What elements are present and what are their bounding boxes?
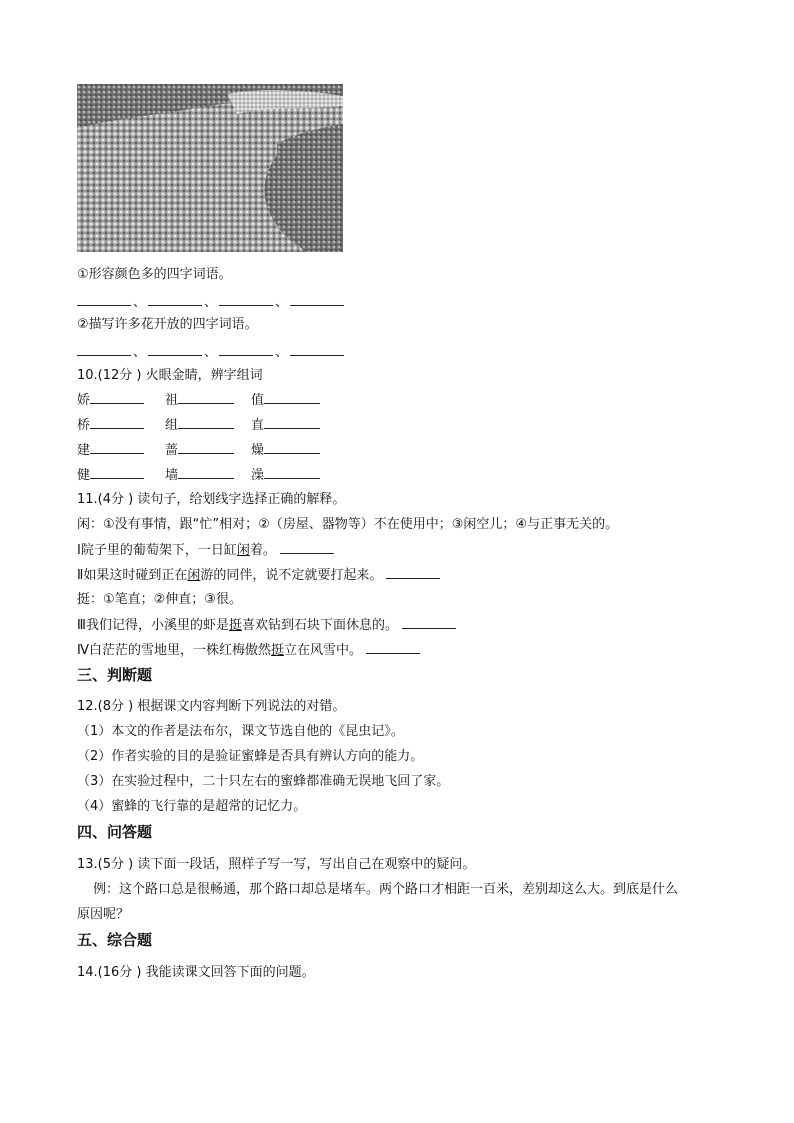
- separator: 、: [204, 295, 218, 310]
- separator: 、: [133, 345, 147, 360]
- answer-blank[interactable]: [290, 293, 344, 306]
- q12-item: （1）本文的作者是法布尔，课文节选自他的《昆虫记》。: [77, 724, 404, 739]
- q12-item: （4）蜜蜂的飞行靠的是超常的记忆力。: [77, 799, 307, 814]
- section-heading-comprehensive: 五、综合题: [77, 931, 153, 949]
- char: 桥: [77, 418, 91, 433]
- char: 直: [251, 418, 265, 433]
- answer-blank[interactable]: [264, 391, 320, 404]
- sentence-text: 喜欢钻到石块下面休息的。: [241, 618, 398, 633]
- flower-field-image: [77, 84, 343, 252]
- q11-title: 11.(4分 ) 读句子，给划线字选择正确的解释。: [77, 492, 346, 507]
- q14-title: 14.(16分 ) 我能读课文回答下面的问题。: [77, 965, 315, 980]
- sentence-text: 立在风雪中。: [284, 643, 363, 658]
- sentence-text: 着。: [249, 543, 276, 558]
- q9-sub1-blanks: [77, 293, 344, 312]
- q11-def2: 挺：①笔直；②伸直；③很。: [77, 592, 242, 607]
- answer-blank[interactable]: [402, 616, 456, 629]
- q10-title: 10.(12分 ) 火眼金睛，辨字组词: [77, 368, 263, 383]
- answer-blank[interactable]: [90, 391, 144, 404]
- separator: 、: [275, 295, 289, 310]
- q12-title: 12.(8分 ) 根据课文内容判断下列说法的对错。: [77, 699, 346, 714]
- sentence-text: 游的同伴，说不定就要打起来。: [200, 568, 383, 583]
- answer-blank[interactable]: [90, 416, 144, 429]
- underlined-char: 闲: [236, 543, 250, 558]
- answer-blank[interactable]: [280, 541, 334, 554]
- q11-def1: 闲：①没有事情，跟“忙”相对；②（房屋、器物等）不在使用中；③闲空儿；④与正事无关的。: [77, 517, 619, 532]
- sentence-text: Ⅱ如果这时碰到正在: [77, 568, 188, 583]
- sentence-text: Ⅳ白茫茫的雪地里，一株红梅傲然: [77, 643, 271, 658]
- char: 值: [251, 393, 265, 408]
- q10-row: [77, 441, 341, 460]
- answer-blank[interactable]: [77, 293, 131, 306]
- section-heading-judgment: 三、判断题: [77, 666, 153, 684]
- q13-title: 13.(5分 ) 读下面一段话，照样子写一写，写出自己在观察中的疑问。: [77, 857, 476, 872]
- q10-row: [77, 466, 341, 485]
- q11-sentence-4: [77, 641, 420, 660]
- q13-example-line2: 原因呢？: [77, 907, 130, 922]
- underlined-char: 挺: [228, 618, 242, 633]
- answer-blank[interactable]: [366, 641, 420, 654]
- section-heading-qa: 四、问答题: [77, 823, 153, 841]
- answer-blank[interactable]: [178, 441, 234, 454]
- answer-blank[interactable]: [178, 391, 234, 404]
- separator: 、: [204, 345, 218, 360]
- char: 澡: [251, 468, 265, 483]
- q10-row: [77, 416, 341, 435]
- q11-sentence-2: [77, 566, 440, 585]
- answer-blank[interactable]: [290, 343, 344, 356]
- separator: 、: [133, 295, 147, 310]
- char: 健: [77, 468, 91, 483]
- answer-blank[interactable]: [219, 293, 273, 306]
- q12-item: （2）作者实验的目的是验证蜜蜂是否具有辨认方向的能力。: [77, 749, 424, 764]
- underlined-char: 闲: [187, 568, 201, 583]
- answer-blank[interactable]: [264, 416, 320, 429]
- char: 娇: [77, 393, 91, 408]
- answer-blank[interactable]: [178, 466, 234, 479]
- answer-blank[interactable]: [219, 343, 273, 356]
- q12-item: （3）在实验过程中，二十只左右的蜜蜂都准确无误地飞回了家。: [77, 774, 450, 789]
- q10-row: [77, 391, 341, 410]
- q9-sub2: ②描写许多花开放的四字词语。: [77, 317, 258, 332]
- answer-blank[interactable]: [90, 466, 144, 479]
- flower-field-photo: [77, 84, 343, 252]
- answer-blank[interactable]: [386, 566, 440, 579]
- q11-sentence-3: [77, 616, 456, 635]
- separator: 、: [275, 345, 289, 360]
- char: 组: [165, 418, 179, 433]
- q9-sub1: ①形容颜色多的四字词语。: [77, 267, 232, 282]
- char: 燥: [251, 443, 265, 458]
- sentence-text: Ⅲ我们记得，小溪里的虾是: [77, 618, 229, 633]
- answer-blank[interactable]: [264, 441, 320, 454]
- answer-blank[interactable]: [148, 343, 202, 356]
- answer-blank[interactable]: [90, 441, 144, 454]
- worksheet-page: [77, 84, 737, 980]
- char: 建: [77, 443, 91, 458]
- underlined-char: 挺: [271, 643, 285, 658]
- answer-blank[interactable]: [77, 343, 131, 356]
- char: 蔷: [165, 443, 179, 458]
- answer-blank[interactable]: [148, 293, 202, 306]
- q9-sub2-blanks: [77, 343, 344, 362]
- q11-sentence-1: [77, 541, 334, 560]
- sentence-text: Ⅰ院子里的葡萄架下，一日缸: [77, 543, 237, 558]
- answer-blank[interactable]: [264, 466, 320, 479]
- q13-example-line1: 例：这个路口总是很畅通，那个路口却总是堵车。两个路口才相距一百米，差别却这么大。到底是什么: [93, 882, 679, 897]
- char: 祖: [165, 393, 179, 408]
- char: 墙: [165, 468, 179, 483]
- answer-blank[interactable]: [178, 416, 234, 429]
